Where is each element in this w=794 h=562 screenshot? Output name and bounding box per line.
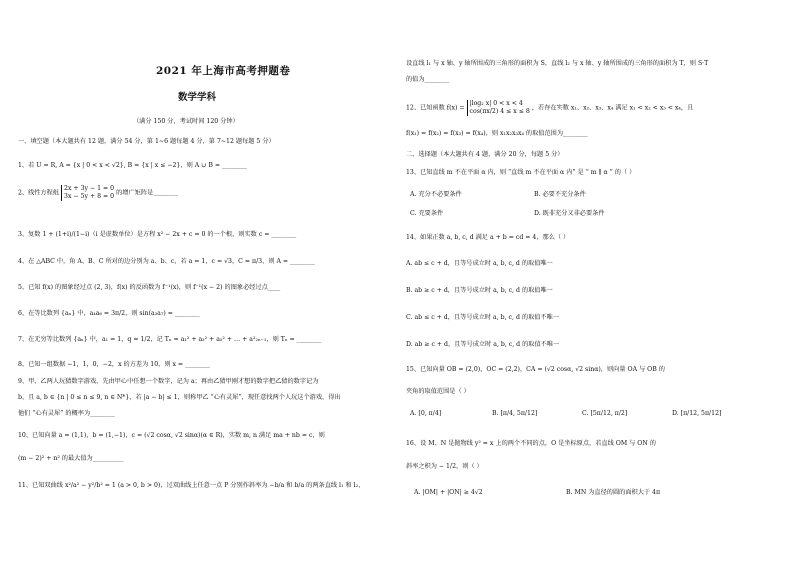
piece-1: |log₂ x| 0 < x < 4 bbox=[469, 100, 523, 107]
question-15-line-2: 夹角的取值范围是（ ） bbox=[406, 388, 470, 395]
question-13-option-a: A. 充分不必要条件 bbox=[410, 191, 462, 198]
question-15-option-c: C. [5π/12, π/2] bbox=[582, 410, 628, 417]
question-12-suffix: ，若存在实数 x₁、x₂、x₃、x₄ 满足 x₁ < x₂ < x₃ < x₄，且 bbox=[531, 104, 694, 112]
question-15-option-b: B. [π/4, 5π/12] bbox=[492, 410, 538, 417]
question-15-option-d: D. [π/12, 5π/12] bbox=[672, 410, 722, 417]
question-15-line-1: 15、已知向量 OB = (2,0)，OC = (2,2)，CA = (√2 cosα, √2 sinα)，则向量 OA 与 OB 的 bbox=[406, 366, 665, 373]
question-15-option-a: A. [0, π/4] bbox=[410, 410, 442, 417]
section-fill-in: 一、填空题（本大题共有 12 题，满分 54 分，第 1~6 题每题 4 分，第 7~12 题每题 5 分） bbox=[18, 138, 275, 145]
question-4: 4、在 △ABC 中，角 A、B、C 所对的边分别为 a、b、c，若 a = 1，c = √3，C = π/3，则 A = ________ bbox=[18, 258, 315, 265]
equation-1: 2x + 3y − 1 = 0 bbox=[64, 185, 115, 192]
question-8: 8、已知一组数据 −1，1，0，−2，x 的方差为 10，则 x = ________ bbox=[18, 361, 210, 368]
question-7: 7、在无穷等比数列 {aₙ} 中，a₁ = 1，q = 1/2，记 Tₙ = a₁² + a₃² + a₅² + … + a²₂ₙ₋₁，则 Tₙ = ________ bbox=[18, 336, 322, 343]
question-3: 3、复数 1 + (1+i)/(1−i)（i 是虚数单位）是方程 x² − 2x + c = 0 的一个根，则实数 c = ________ bbox=[18, 231, 297, 238]
page-title: 2021 年上海市高考押题卷 bbox=[156, 65, 291, 77]
question-11-cont-line-1: 设直线 l₁ 与 x 轴、y 轴所围成的三角形的面积为 S，直线 l₂ 与 x 轴、y 轴所围成的三角形的面积为 T，则 S·T bbox=[406, 60, 709, 67]
question-5: 5、已知 f(x) 的图象经过点 (2, 3)，f(x) 的反函数为 f⁻¹(x)，则 f⁻¹(x − 2) 的图象必经过点____ bbox=[18, 284, 281, 291]
question-14-option-c: C. ab ≤ c + d，且等号成立时 a, b, c, d 的取值不唯一 bbox=[406, 314, 560, 321]
equation-system bbox=[61, 185, 114, 201]
question-2 bbox=[18, 185, 178, 201]
question-1: 1、若 U = R, A = {x | 0 < x < √2}, B = {x | x ≤ −2}，则 A ∪ B = ________ bbox=[18, 162, 247, 169]
question-16-line-2: 斜率之积为 − 1/2，则（ ） bbox=[406, 463, 483, 470]
piece-2: cos(πx/2) 4 ≤ x ≤ 8 bbox=[469, 107, 530, 115]
question-9-line-2: b，且 a, b ∈ {n | 0 ≤ n ≤ 9, n ∈ N*}，若 |a − b| ≤ 1，则称甲乙 “心有灵犀”，现任意找两个人玩这个游戏，得出 bbox=[18, 394, 341, 401]
question-9-line-1: 9、甲、乙两人玩猜数字游戏，先由甲心中任想一个数字，记为 a；再由乙猜甲刚才想的数字把乙猜的数字记为 bbox=[18, 378, 319, 385]
question-14-option-b: B. ab ≥ c + d，且等号成立时 a, b, c, d 的取值唯一 bbox=[406, 287, 553, 294]
question-13: 13、已知直线 m 不在平面 α 内，则 “直线 m 不在平面 α 内” 是 “ m ∥ α ” 的（ ） bbox=[406, 169, 636, 176]
question-2-prefix: 2、线性方程组 bbox=[18, 189, 60, 197]
question-14-option-a: A. ab ≤ c + d，且等号成立时 a, b, c, d 的取值唯一 bbox=[406, 260, 553, 267]
question-14: 14、如果正数 a, b, c, d 满足 a + b = cd = 4，那么（ ） bbox=[406, 234, 570, 241]
question-14-option-d: D. ab ≥ c + d，且等号成立时 a, b, c, d 的取值不唯一 bbox=[406, 341, 560, 348]
question-16-line-1: 16、设 M、N 是抛物线 y² = x 上的两个不同的点，O 是坐标原点，若直线 OM 与 ON 的 bbox=[406, 440, 656, 447]
question-10-line-2: (m − 2)² + n² 的最大值为__________ bbox=[18, 455, 124, 462]
exam-info: （满分 150 分，考试时间 120 分钟） bbox=[133, 118, 239, 125]
question-11: 11、已知双曲线 x²/a² − y²/b² = 1 (a > 0, b > 0)，过双曲线上任意一点 P 分别作斜率为 −b/a 和 b/a 的两条直线 l₁ 和 l₂， bbox=[18, 482, 365, 489]
question-12-line-2: f(x₁) = f(x₂) = f(x₃) = f(x₄)，则 x₁x₂x₃x₄ 的取值范围为________ bbox=[406, 130, 588, 137]
question-11-cont-line-2: 的值为________ bbox=[406, 76, 450, 83]
question-16-option-a: A. |OM| + |ON| ≥ 4√2 bbox=[414, 489, 483, 496]
question-2-suffix: 的增广矩阵是________ bbox=[116, 189, 178, 197]
piecewise-function bbox=[467, 100, 530, 116]
question-6: 6、在等比数列 {aₙ} 中，a₄a₆ = 3π/2，则 sin(a₃a₇) = ________ bbox=[18, 310, 200, 317]
question-13-option-c: C. 充要条件 bbox=[410, 210, 444, 217]
question-9-line-3: 他们 “心有灵犀” 的概率为________ bbox=[18, 410, 115, 417]
question-16-option-b: B. MN 为直径的圆的面积大于 4π bbox=[566, 489, 661, 496]
question-13-option-b: B. 必要不充分条件 bbox=[534, 191, 586, 198]
equation-2: 3x − 5y + 8 = 0 bbox=[64, 192, 115, 200]
section-choice: 二、选择题（本大题共有 4 题，满分 20 分，每题 5 分） bbox=[406, 151, 564, 158]
question-10-line-1: 10、已知向量 a = (1,1)，b = (1,−1)，c = (√2 cosα, √2 sinα)(α ∈ R)，实数 m, n 满足 ma + nb = c，则 bbox=[18, 432, 325, 439]
question-12 bbox=[406, 100, 693, 116]
page-subtitle: 数学学科 bbox=[178, 92, 217, 103]
question-12-prefix: 12、已知函数 f(x) = bbox=[406, 104, 465, 112]
question-13-option-d: D. 既非充分又非必要条件 bbox=[534, 210, 605, 217]
